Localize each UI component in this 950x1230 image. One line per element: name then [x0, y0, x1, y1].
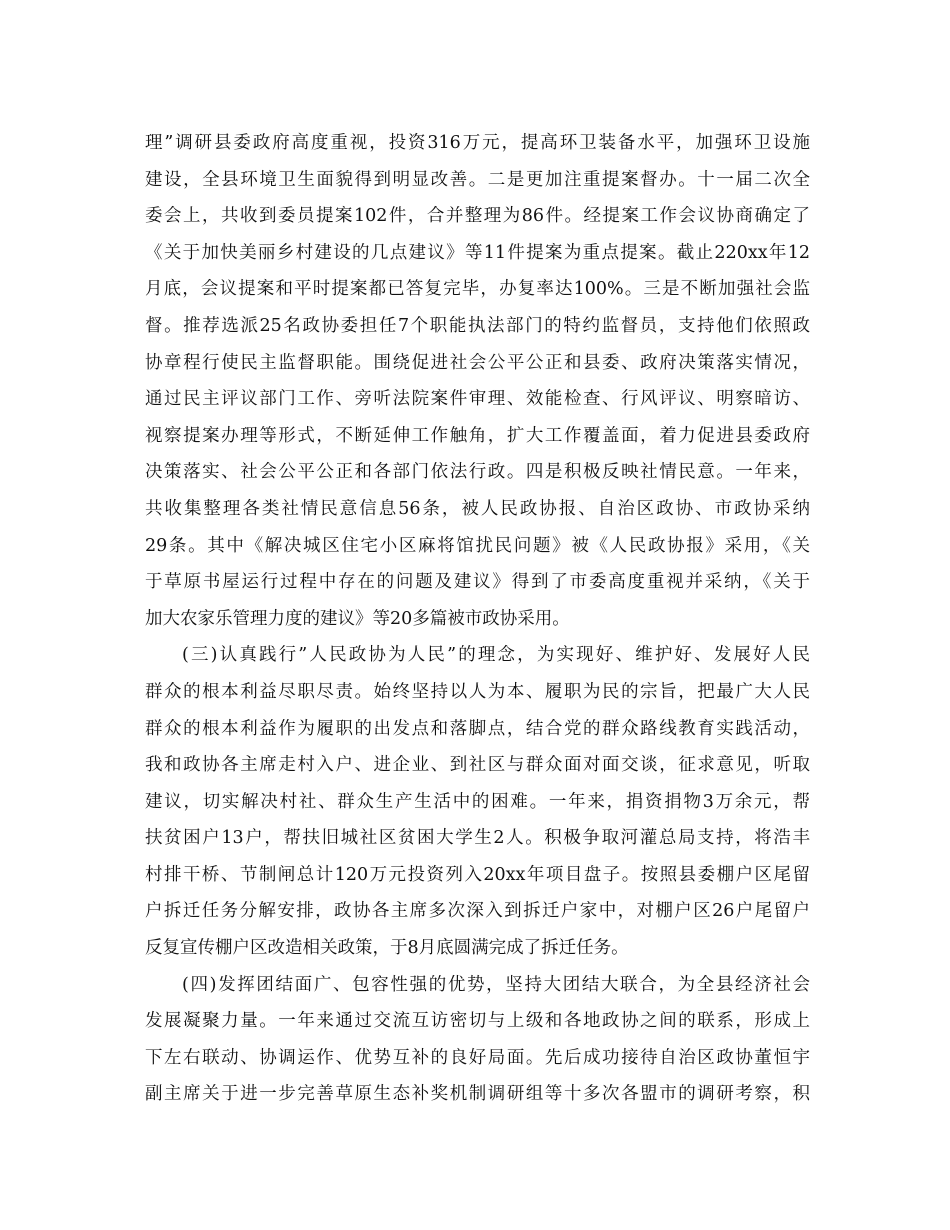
- text-line: 村排干桥、节制闸总计120万元投资列入20xx年项目盘子。按照县委棚户区尾留: [145, 864, 810, 885]
- text-line: 督。推荐选派25名政协委担任7个职能执法部门的特约监督员，支持他们依照政: [145, 315, 810, 336]
- text-line: 下左右联动、协调运作、优势互补的良好局面。先后成功接待自治区政协董恒宇: [145, 1047, 810, 1068]
- text-line: 通过民主评议部门工作、旁听法院案件审理、效能检查、行风评议、明察暗访、: [145, 389, 810, 410]
- document-body: [145, 125, 810, 1113]
- text-line: 委会上，共收到委员提案102件，合并整理为86件。经提案工作会议协商确定了: [145, 206, 810, 227]
- text-line: 加大农家乐管理力度的建议》等20多篇被市政协采用。: [145, 608, 570, 629]
- text-line: 扶贫困户13户，帮扶旧城社区贫困大学生2人。积极争取河灌总局支持，将浩丰: [145, 828, 810, 849]
- paragraph-start-line: (四)发挥团结面广、包容性强的优势，坚持大团结大联合，为全县经济社会: [182, 974, 810, 995]
- text-line: 共收集整理各类社情民意信息56条，被人民政协报、自治区政协、市政协采纳: [145, 498, 810, 519]
- text-line: 协章程行使民主监督职能。围绕促进社会公平公正和县委、政府决策落实情况，: [145, 352, 810, 373]
- text-line: 理”调研县委政府高度重视，投资316万元，提高环卫装备水平，加强环卫设施: [145, 133, 810, 153]
- text-line: 决策落实、社会公平公正和各部门依法行政。四是积极反映社情民意。一年来，: [145, 462, 810, 483]
- text-line: 建议，切实解决村社、群众生产生活中的困难。一年来，捐资捐物3万余元，帮: [145, 791, 810, 812]
- text-line: 建设，全县环境卫生面貌得到明显改善。二是更加注重提案督办。十一届二次全: [145, 169, 810, 190]
- text-line: 我和政协各主席走村入户、进企业、到社区与群众面对面交谈，征求意见，听取: [145, 755, 810, 776]
- text-line: 29条。其中《解决城区住宅小区麻将馆扰民问题》被《人民政协报》采用，《关: [145, 535, 810, 556]
- text-line: 视察提案办理等形式，不断延伸工作触角，扩大工作覆盖面，着力促进县委政府: [145, 425, 810, 446]
- text-line: 户拆迁任务分解安排，政协各主席多次深入到拆迁户家中，对棚户区26户尾留户: [145, 901, 810, 922]
- text-line: 副主席关于进一步完善草原生态补奖机制调研组等十多次各盟市的调研考察，积: [145, 1084, 810, 1105]
- text-line: 《关于加快美丽乡村建设的几点建议》等11件提案为重点提案。截止220xx年12: [145, 242, 810, 263]
- paragraph-start-line: (三)认真践行”人民政协为人民”的理念，为实现好、维护好、发展好人民: [182, 645, 810, 666]
- text-line: 发展凝聚力量。一年来通过交流互访密切与上级和各地政协之间的联系，形成上: [145, 1011, 810, 1032]
- text-line: 反复宣传棚户区改造相关政策，于8月底圆满完成了拆迁任务。: [145, 938, 629, 959]
- text-line: 于草原书屋运行过程中存在的问题及建议》得到了市委高度重视并采纳，《关于: [145, 572, 810, 593]
- text-line: 群众的根本利益作为履职的出发点和落脚点，结合党的群众路线教育实践活动，: [145, 718, 810, 739]
- text-line: 群众的根本利益尽职尽责。始终坚持以人为本、履职为民的宗旨，把最广大人民: [145, 681, 810, 702]
- text-line: 月底，会议提案和平时提案都已答复完毕，办复率达100%。三是不断加强社会监: [145, 279, 810, 300]
